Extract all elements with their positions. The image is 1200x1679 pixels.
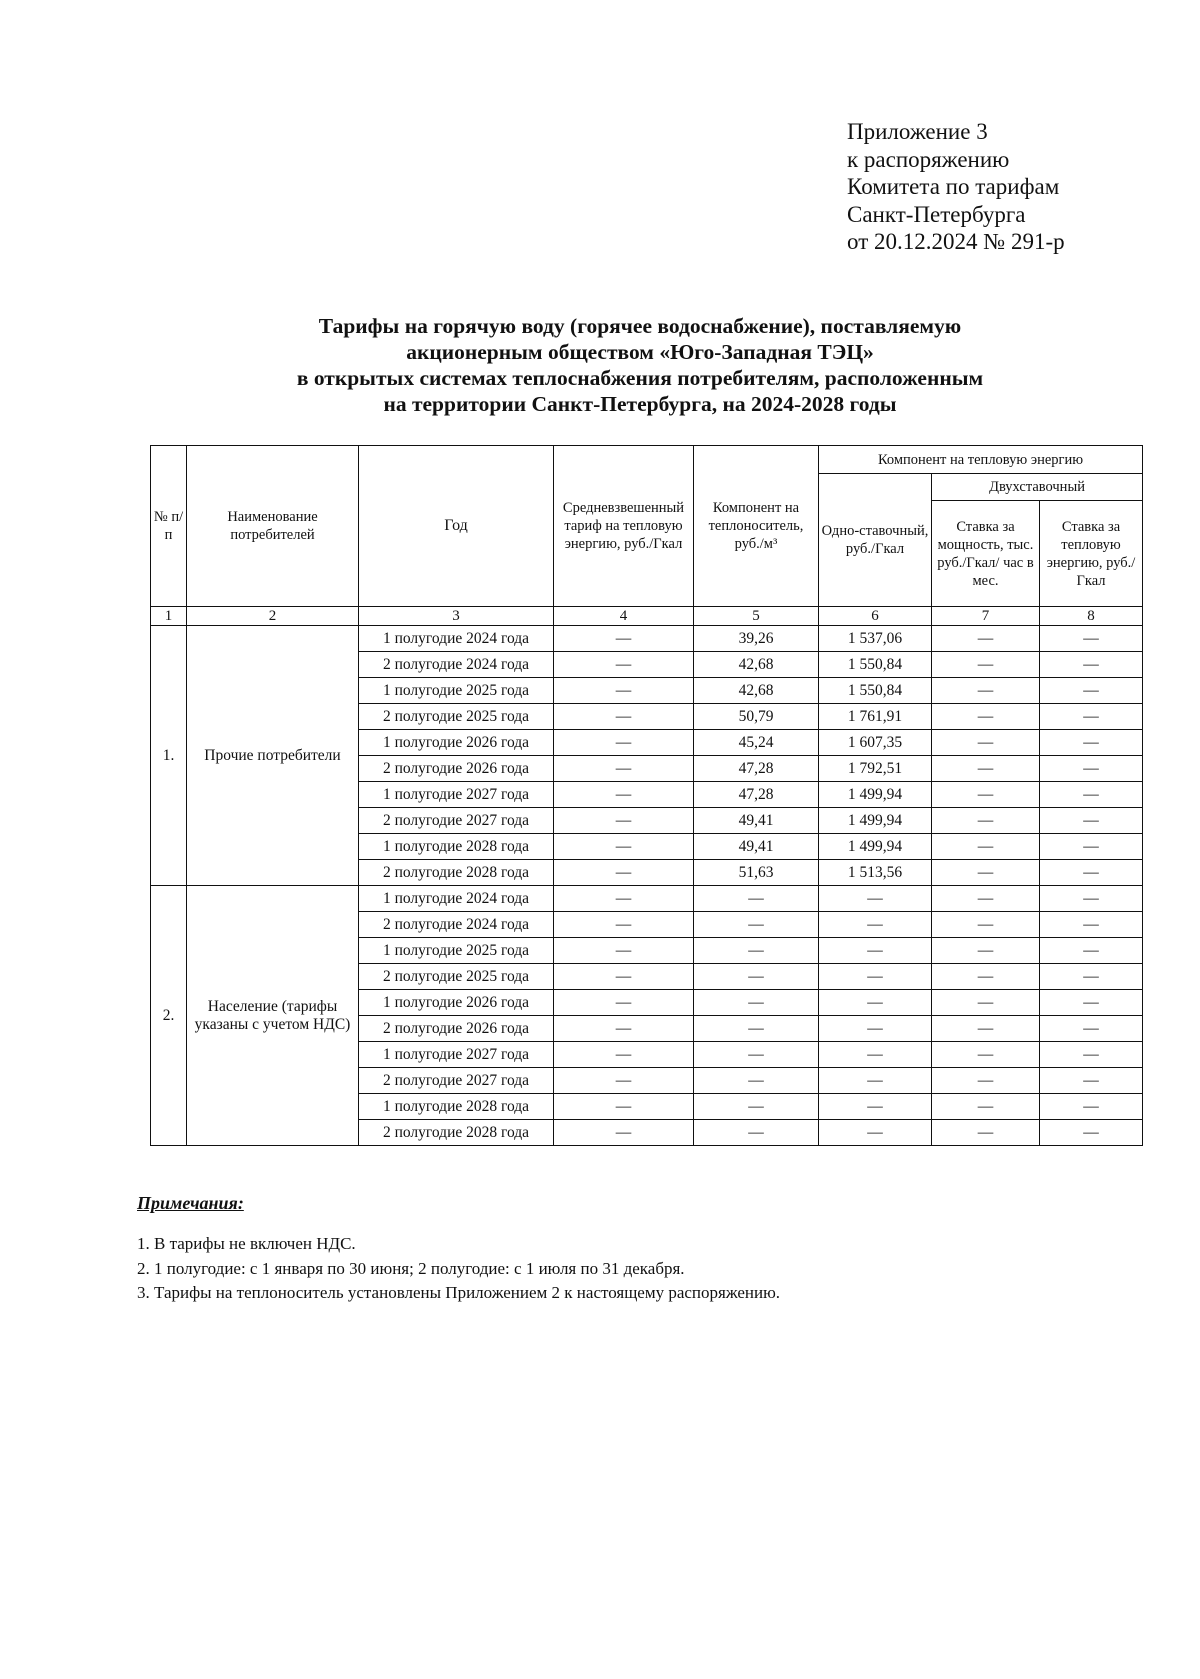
- title-line: на территории Санкт-Петербурга, на 2024-2028 годы: [383, 392, 897, 416]
- cell-capacity-rate: —: [932, 782, 1040, 808]
- cell-capacity-rate: —: [932, 626, 1040, 652]
- cell-period: 1 полугодие 2024 года: [359, 886, 554, 912]
- cell-capacity-rate: —: [932, 1042, 1040, 1068]
- cell-energy-rate: —: [1040, 678, 1143, 704]
- cell-capacity-rate: —: [932, 808, 1040, 834]
- cell-energy-rate: —: [1040, 1042, 1143, 1068]
- cell-carrier-component: 47,28: [694, 782, 819, 808]
- cell-period: 2 полугодие 2027 года: [359, 1068, 554, 1094]
- cell-energy-rate: —: [1040, 860, 1143, 886]
- title-line: акционерным обществом «Юго-Западная ТЭЦ»: [406, 340, 874, 364]
- cell-capacity-rate: —: [932, 1068, 1040, 1094]
- cell-energy-rate: —: [1040, 834, 1143, 860]
- cell-carrier-component: —: [694, 1120, 819, 1146]
- cell-weighted-tariff: —: [554, 860, 694, 886]
- cell-weighted-tariff: —: [554, 912, 694, 938]
- cell-energy-rate: —: [1040, 912, 1143, 938]
- cell-carrier-component: 42,68: [694, 652, 819, 678]
- cell-period: 1 полугодие 2026 года: [359, 990, 554, 1016]
- cell-weighted-tariff: —: [554, 756, 694, 782]
- appendix-line: к распоряжению: [847, 146, 1010, 172]
- cell-carrier-component: 42,68: [694, 678, 819, 704]
- cell-capacity-rate: —: [932, 912, 1040, 938]
- cell-capacity-rate: —: [932, 990, 1040, 1016]
- cell-energy-rate: —: [1040, 808, 1143, 834]
- header-weighted-tariff: Средневзвешенный тариф на тепловую энергию, руб./Гкал: [554, 446, 694, 607]
- cell-single-rate: 1 550,84: [819, 678, 932, 704]
- appendix-line: Комитета по тарифам: [847, 174, 1060, 199]
- cell-single-rate: 1 792,51: [819, 756, 932, 782]
- cell-single-rate: —: [819, 1042, 932, 1068]
- table-row: [151, 886, 1143, 912]
- cell-single-rate: —: [819, 964, 932, 990]
- cell-weighted-tariff: —: [554, 834, 694, 860]
- cell-capacity-rate: —: [932, 1120, 1040, 1146]
- cell-weighted-tariff: —: [554, 964, 694, 990]
- column-number: 6: [819, 607, 932, 626]
- cell-single-rate: 1 499,94: [819, 834, 932, 860]
- cell-consumer-name: Население (тарифы указаны с учетом НДС): [187, 886, 359, 1146]
- cell-energy-rate: —: [1040, 1016, 1143, 1042]
- cell-period: 2 полугодие 2024 года: [359, 912, 554, 938]
- cell-weighted-tariff: —: [554, 652, 694, 678]
- cell-carrier-component: —: [694, 886, 819, 912]
- cell-period: 2 полугодие 2024 года: [359, 652, 554, 678]
- note-item: 1. В тарифы не включен НДС.: [137, 1234, 356, 1253]
- cell-group-number: 1.: [151, 626, 187, 886]
- cell-carrier-component: 50,79: [694, 704, 819, 730]
- column-number: 7: [932, 607, 1040, 626]
- document-title: [140, 313, 1140, 417]
- cell-carrier-component: 51,63: [694, 860, 819, 886]
- title-line: Тарифы на горячую воду (горячее водоснабжение), поставляемую: [318, 314, 962, 338]
- cell-carrier-component: 47,28: [694, 756, 819, 782]
- cell-carrier-component: —: [694, 1016, 819, 1042]
- cell-weighted-tariff: —: [554, 1068, 694, 1094]
- cell-capacity-rate: —: [932, 730, 1040, 756]
- cell-weighted-tariff: —: [554, 678, 694, 704]
- cell-energy-rate: —: [1040, 990, 1143, 1016]
- cell-single-rate: 1 607,35: [819, 730, 932, 756]
- cell-group-number: 2.: [151, 886, 187, 1146]
- cell-single-rate: 1 761,91: [819, 704, 932, 730]
- tariff-table: [150, 445, 1143, 1146]
- table-row: [151, 626, 1143, 652]
- cell-energy-rate: —: [1040, 886, 1143, 912]
- column-number: 2: [187, 607, 359, 626]
- cell-carrier-component: —: [694, 1094, 819, 1120]
- cell-energy-rate: —: [1040, 938, 1143, 964]
- cell-period: 2 полугодие 2026 года: [359, 1016, 554, 1042]
- cell-carrier-component: —: [694, 938, 819, 964]
- cell-single-rate: —: [819, 990, 932, 1016]
- cell-energy-rate: —: [1040, 782, 1143, 808]
- cell-weighted-tariff: —: [554, 808, 694, 834]
- cell-single-rate: 1 499,94: [819, 808, 932, 834]
- cell-carrier-component: —: [694, 912, 819, 938]
- appendix-line: от 20.12.2024 № 291-р: [847, 229, 1065, 254]
- cell-energy-rate: —: [1040, 730, 1143, 756]
- notes-list: [137, 1232, 780, 1306]
- cell-single-rate: —: [819, 886, 932, 912]
- header-carrier-component: Компонент на теплоноситель, руб./м³: [694, 446, 819, 607]
- cell-single-rate: —: [819, 1094, 932, 1120]
- cell-energy-rate: —: [1040, 1120, 1143, 1146]
- cell-carrier-component: —: [694, 1068, 819, 1094]
- cell-period: 2 полугодие 2025 года: [359, 704, 554, 730]
- cell-period: 1 полугодие 2026 года: [359, 730, 554, 756]
- cell-period: 2 полугодие 2028 года: [359, 1120, 554, 1146]
- cell-capacity-rate: —: [932, 834, 1040, 860]
- appendix-line: Санкт-Петербурга: [847, 201, 1026, 227]
- cell-energy-rate: —: [1040, 652, 1143, 678]
- cell-weighted-tariff: —: [554, 1094, 694, 1120]
- cell-carrier-component: 49,41: [694, 834, 819, 860]
- cell-capacity-rate: —: [932, 756, 1040, 782]
- column-number: 4: [554, 607, 694, 626]
- cell-energy-rate: —: [1040, 964, 1143, 990]
- cell-carrier-component: —: [694, 1042, 819, 1068]
- cell-capacity-rate: —: [932, 938, 1040, 964]
- header-two-rate: Двухставочный: [932, 474, 1143, 501]
- cell-capacity-rate: —: [932, 678, 1040, 704]
- cell-capacity-rate: —: [932, 1016, 1040, 1042]
- cell-energy-rate: —: [1040, 1094, 1143, 1120]
- cell-single-rate: 1 537,06: [819, 626, 932, 652]
- header-num: № п/п: [151, 446, 187, 607]
- column-number: 5: [694, 607, 819, 626]
- cell-weighted-tariff: —: [554, 730, 694, 756]
- notes-title: Примечания:: [137, 1193, 244, 1213]
- cell-energy-rate: —: [1040, 704, 1143, 730]
- cell-capacity-rate: —: [932, 886, 1040, 912]
- cell-weighted-tariff: —: [554, 1016, 694, 1042]
- cell-weighted-tariff: —: [554, 1042, 694, 1068]
- note-item: 3. Тарифы на теплоноситель установлены Приложением 2 к настоящему распоряжению.: [137, 1283, 781, 1302]
- cell-single-rate: —: [819, 912, 932, 938]
- cell-weighted-tariff: —: [554, 782, 694, 808]
- header-capacity-rate: Ставка за мощность, тыс. руб./Гкал/ час в мес.: [932, 501, 1040, 607]
- cell-capacity-rate: —: [932, 1094, 1040, 1120]
- cell-period: 1 полугодие 2027 года: [359, 1042, 554, 1068]
- header-consumer: Наименование потребителей: [187, 446, 359, 607]
- column-number: 3: [359, 607, 554, 626]
- column-number-row: [151, 607, 1143, 626]
- cell-period: 2 полугодие 2025 года: [359, 964, 554, 990]
- column-number: 8: [1040, 607, 1143, 626]
- appendix-reference: [847, 118, 1065, 256]
- header-single-rate: Одно-ставочный, руб./Гкал: [819, 474, 932, 607]
- cell-single-rate: —: [819, 938, 932, 964]
- cell-carrier-component: —: [694, 990, 819, 1016]
- cell-period: 1 полугодие 2028 года: [359, 1094, 554, 1120]
- title-line: в открытых системах теплоснабжения потребителям, расположенным: [296, 366, 984, 390]
- cell-energy-rate: —: [1040, 1068, 1143, 1094]
- cell-period: 2 полугодие 2028 года: [359, 860, 554, 886]
- cell-single-rate: 1 550,84: [819, 652, 932, 678]
- column-number: 1: [151, 607, 187, 626]
- cell-capacity-rate: —: [932, 964, 1040, 990]
- cell-capacity-rate: —: [932, 652, 1040, 678]
- header-year: Год: [359, 446, 554, 607]
- header-energy-rate: Ставка за тепловую энергию, руб./Гкал: [1040, 501, 1143, 607]
- cell-period: 1 полугодие 2025 года: [359, 678, 554, 704]
- cell-carrier-component: 45,24: [694, 730, 819, 756]
- cell-capacity-rate: —: [932, 704, 1040, 730]
- cell-period: 1 полугодие 2028 года: [359, 834, 554, 860]
- cell-carrier-component: 39,26: [694, 626, 819, 652]
- header-energy-component: Компонент на тепловую энергию: [819, 446, 1143, 474]
- cell-single-rate: —: [819, 1068, 932, 1094]
- cell-capacity-rate: —: [932, 860, 1040, 886]
- cell-weighted-tariff: —: [554, 704, 694, 730]
- note-item: 2. 1 полугодие: с 1 января по 30 июня; 2 полугодие: с 1 июля по 31 декабря.: [137, 1258, 685, 1278]
- cell-single-rate: 1 499,94: [819, 782, 932, 808]
- cell-consumer-name: Прочие потребители: [187, 626, 359, 886]
- cell-carrier-component: 49,41: [694, 808, 819, 834]
- cell-weighted-tariff: —: [554, 990, 694, 1016]
- cell-carrier-component: —: [694, 964, 819, 990]
- cell-single-rate: —: [819, 1120, 932, 1146]
- cell-single-rate: —: [819, 1016, 932, 1042]
- cell-period: 1 полугодие 2027 года: [359, 782, 554, 808]
- cell-energy-rate: —: [1040, 756, 1143, 782]
- cell-period: 2 полугодие 2026 года: [359, 756, 554, 782]
- cell-period: 1 полугодие 2025 года: [359, 938, 554, 964]
- appendix-line: Приложение 3: [847, 119, 988, 144]
- cell-weighted-tariff: —: [554, 938, 694, 964]
- tariff-table-body: [151, 626, 1143, 1146]
- cell-weighted-tariff: —: [554, 886, 694, 912]
- cell-weighted-tariff: —: [554, 626, 694, 652]
- cell-energy-rate: —: [1040, 626, 1143, 652]
- cell-single-rate: 1 513,56: [819, 860, 932, 886]
- cell-period: 1 полугодие 2024 года: [359, 626, 554, 652]
- cell-weighted-tariff: —: [554, 1120, 694, 1146]
- cell-period: 2 полугодие 2027 года: [359, 808, 554, 834]
